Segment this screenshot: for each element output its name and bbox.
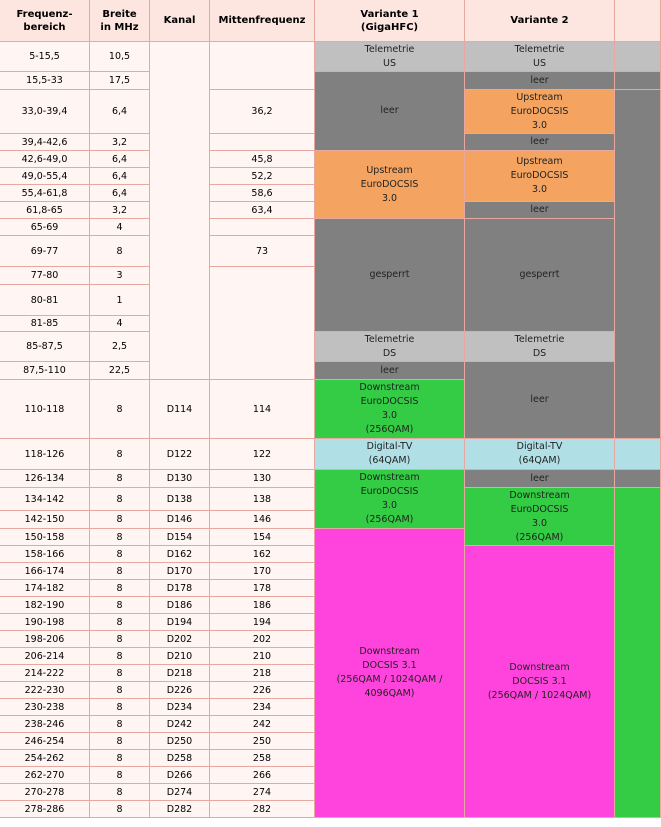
- bandwidth-cell: 22,5: [90, 362, 150, 380]
- center-frequency-cell: 170: [210, 563, 315, 580]
- variant2-allocation: Telemetrie DS: [465, 332, 615, 362]
- channel-cell: D234: [150, 699, 210, 716]
- channel-cell: D266: [150, 767, 210, 784]
- bandwidth-cell: 8: [90, 580, 150, 597]
- column-header: Frequenz- bereich: [0, 0, 90, 42]
- bandwidth-cell: 8: [90, 380, 150, 439]
- channel-cell: D170: [150, 563, 210, 580]
- center-frequency-cell: 218: [210, 665, 315, 682]
- frequency-range-cell: 150-158: [0, 529, 90, 546]
- frequency-range-cell: 262-270: [0, 767, 90, 784]
- center-frequency-cell: 114: [210, 380, 315, 439]
- center-frequency-cell: 45,8: [210, 151, 315, 168]
- frequency-range-cell: 77-80: [0, 267, 90, 285]
- frequency-range-cell: 190-198: [0, 614, 90, 631]
- frequency-range-cell: 238-246: [0, 716, 90, 733]
- frequency-range-cell: 246-254: [0, 733, 90, 750]
- frequency-range-cell: 182-190: [0, 597, 90, 614]
- variant3-allocation: [615, 90, 661, 439]
- channel-cell: [150, 42, 210, 380]
- frequency-range-cell: 15,5-33: [0, 72, 90, 90]
- center-frequency-cell: 122: [210, 439, 315, 470]
- frequency-range-cell: 61,8-65: [0, 202, 90, 219]
- frequency-range-cell: 87,5-110: [0, 362, 90, 380]
- center-frequency-cell: 194: [210, 614, 315, 631]
- center-frequency-cell: 154: [210, 529, 315, 546]
- column-header: [615, 0, 661, 42]
- bandwidth-cell: 6,4: [90, 185, 150, 202]
- variant1-allocation: Digital-TV (64QAM): [315, 439, 465, 470]
- bandwidth-cell: 8: [90, 563, 150, 580]
- channel-cell: D250: [150, 733, 210, 750]
- bandwidth-cell: 8: [90, 699, 150, 716]
- channel-cell: D114: [150, 380, 210, 439]
- bandwidth-cell: 8: [90, 750, 150, 767]
- variant3-allocation: [615, 488, 661, 818]
- frequency-range-cell: 166-174: [0, 563, 90, 580]
- channel-cell: D274: [150, 784, 210, 801]
- bandwidth-cell: 8: [90, 784, 150, 801]
- column-header: Breite in MHz: [90, 0, 150, 42]
- frequency-range-cell: 110-118: [0, 380, 90, 439]
- bandwidth-cell: 17,5: [90, 72, 150, 90]
- variant2-allocation: leer: [465, 134, 615, 151]
- frequency-range-cell: 5-15,5: [0, 42, 90, 72]
- variant1-allocation: Downstream DOCSIS 3.1 (256QAM / 1024QAM / 4096QAM): [315, 529, 465, 818]
- frequency-range-cell: 49,0-55,4: [0, 168, 90, 185]
- variant2-allocation: Digital-TV (64QAM): [465, 439, 615, 470]
- center-frequency-cell: 226: [210, 682, 315, 699]
- bandwidth-cell: 8: [90, 470, 150, 488]
- bandwidth-cell: 3,2: [90, 202, 150, 219]
- variant2-allocation: Downstream EuroDOCSIS 3.0 (256QAM): [465, 488, 615, 546]
- center-frequency-cell: 274: [210, 784, 315, 801]
- channel-cell: D218: [150, 665, 210, 682]
- frequency-range-cell: 134-142: [0, 488, 90, 511]
- bandwidth-cell: 1: [90, 285, 150, 316]
- frequency-range-cell: 174-182: [0, 580, 90, 597]
- frequency-range-cell: 254-262: [0, 750, 90, 767]
- frequency-range-cell: 198-206: [0, 631, 90, 648]
- variant2-allocation: Telemetrie US: [465, 42, 615, 72]
- bandwidth-cell: 8: [90, 767, 150, 784]
- bandwidth-cell: 8: [90, 801, 150, 818]
- frequency-range-cell: 126-134: [0, 470, 90, 488]
- channel-cell: D226: [150, 682, 210, 699]
- variant2-allocation: gesperrt: [465, 219, 615, 332]
- center-frequency-cell: 52,2: [210, 168, 315, 185]
- channel-cell: D138: [150, 488, 210, 511]
- center-frequency-cell: [210, 42, 315, 90]
- channel-cell: D178: [150, 580, 210, 597]
- variant3-allocation: [615, 72, 661, 90]
- bandwidth-cell: 8: [90, 529, 150, 546]
- frequency-range-cell: 142-150: [0, 511, 90, 529]
- center-frequency-cell: 178: [210, 580, 315, 597]
- variant1-allocation: Upstream EuroDOCSIS 3.0: [315, 151, 465, 219]
- bandwidth-cell: 8: [90, 631, 150, 648]
- bandwidth-cell: 8: [90, 614, 150, 631]
- center-frequency-cell: 282: [210, 801, 315, 818]
- variant1-allocation: Downstream EuroDOCSIS 3.0 (256QAM): [315, 470, 465, 529]
- frequency-range-cell: 222-230: [0, 682, 90, 699]
- channel-cell: D258: [150, 750, 210, 767]
- bandwidth-cell: 2,5: [90, 332, 150, 362]
- center-frequency-cell: 258: [210, 750, 315, 767]
- column-header: Mittenfrequenz: [210, 0, 315, 42]
- variant1-allocation: leer: [315, 362, 465, 380]
- bandwidth-cell: 8: [90, 439, 150, 470]
- column-header: Variante 2: [465, 0, 615, 42]
- center-frequency-cell: 266: [210, 767, 315, 784]
- bandwidth-cell: 8: [90, 665, 150, 682]
- frequency-range-cell: 42,6-49,0: [0, 151, 90, 168]
- center-frequency-cell: 202: [210, 631, 315, 648]
- variant2-allocation: leer: [465, 362, 615, 439]
- bandwidth-cell: 8: [90, 716, 150, 733]
- column-header: Variante 1 (GigaHFC): [315, 0, 465, 42]
- frequency-range-cell: 278-286: [0, 801, 90, 818]
- frequency-range-cell: 270-278: [0, 784, 90, 801]
- center-frequency-cell: 162: [210, 546, 315, 563]
- center-frequency-cell: 146: [210, 511, 315, 529]
- channel-cell: D242: [150, 716, 210, 733]
- channel-cell: D210: [150, 648, 210, 665]
- center-frequency-cell: [210, 267, 315, 380]
- bandwidth-cell: 6,4: [90, 90, 150, 134]
- variant1-allocation: gesperrt: [315, 219, 465, 332]
- center-frequency-cell: 63,4: [210, 202, 315, 219]
- bandwidth-cell: 8: [90, 488, 150, 511]
- bandwidth-cell: 6,4: [90, 168, 150, 185]
- variant3-allocation: [615, 470, 661, 488]
- bandwidth-cell: 10,5: [90, 42, 150, 72]
- frequency-range-cell: 69-77: [0, 236, 90, 267]
- channel-cell: D202: [150, 631, 210, 648]
- center-frequency-cell: 58,6: [210, 185, 315, 202]
- frequency-range-cell: 65-69: [0, 219, 90, 236]
- channel-cell: D130: [150, 470, 210, 488]
- center-frequency-cell: 36,2: [210, 90, 315, 134]
- variant2-allocation: Downstream DOCSIS 3.1 (256QAM / 1024QAM): [465, 546, 615, 818]
- center-frequency-cell: 130: [210, 470, 315, 488]
- variant3-allocation: [615, 42, 661, 72]
- channel-cell: D122: [150, 439, 210, 470]
- frequency-range-cell: 81-85: [0, 316, 90, 332]
- variant1-allocation: Telemetrie US: [315, 42, 465, 72]
- bandwidth-cell: 6,4: [90, 151, 150, 168]
- channel-cell: D162: [150, 546, 210, 563]
- bandwidth-cell: 8: [90, 648, 150, 665]
- bandwidth-cell: 8: [90, 733, 150, 750]
- center-frequency-cell: 234: [210, 699, 315, 716]
- frequency-range-cell: 39,4-42,6: [0, 134, 90, 151]
- center-frequency-cell: [210, 219, 315, 236]
- channel-cell: D194: [150, 614, 210, 631]
- column-header: Kanal: [150, 0, 210, 42]
- bandwidth-cell: 8: [90, 546, 150, 563]
- frequency-range-cell: 214-222: [0, 665, 90, 682]
- bandwidth-cell: 4: [90, 219, 150, 236]
- variant2-allocation: leer: [465, 202, 615, 219]
- variant2-allocation: leer: [465, 72, 615, 90]
- channel-cell: D186: [150, 597, 210, 614]
- variant1-allocation: Downstream EuroDOCSIS 3.0 (256QAM): [315, 380, 465, 439]
- frequency-range-cell: 158-166: [0, 546, 90, 563]
- center-frequency-cell: 186: [210, 597, 315, 614]
- center-frequency-cell: 250: [210, 733, 315, 750]
- variant2-allocation: Upstream EuroDOCSIS 3.0: [465, 90, 615, 134]
- bandwidth-cell: 8: [90, 236, 150, 267]
- frequency-range-cell: 85-87,5: [0, 332, 90, 362]
- variant2-allocation: leer: [465, 470, 615, 488]
- bandwidth-cell: 4: [90, 316, 150, 332]
- bandwidth-cell: 3,2: [90, 134, 150, 151]
- frequency-range-cell: 118-126: [0, 439, 90, 470]
- frequency-range-cell: 55,4-61,8: [0, 185, 90, 202]
- channel-cell: D154: [150, 529, 210, 546]
- variant3-allocation: [615, 439, 661, 470]
- center-frequency-cell: 242: [210, 716, 315, 733]
- frequency-range-cell: 33,0-39,4: [0, 90, 90, 134]
- bandwidth-cell: 8: [90, 682, 150, 699]
- center-frequency-cell: 210: [210, 648, 315, 665]
- bandwidth-cell: 8: [90, 511, 150, 529]
- frequency-range-cell: 80-81: [0, 285, 90, 316]
- frequency-range-cell: 206-214: [0, 648, 90, 665]
- variant1-allocation: leer: [315, 72, 465, 151]
- frequency-range-cell: 230-238: [0, 699, 90, 716]
- center-frequency-cell: 73: [210, 236, 315, 267]
- bandwidth-cell: 8: [90, 597, 150, 614]
- channel-cell: D282: [150, 801, 210, 818]
- variant1-allocation: Telemetrie DS: [315, 332, 465, 362]
- center-frequency-cell: 138: [210, 488, 315, 511]
- center-frequency-cell: [210, 134, 315, 151]
- variant2-allocation: Upstream EuroDOCSIS 3.0: [465, 151, 615, 202]
- channel-cell: D146: [150, 511, 210, 529]
- bandwidth-cell: 3: [90, 267, 150, 285]
